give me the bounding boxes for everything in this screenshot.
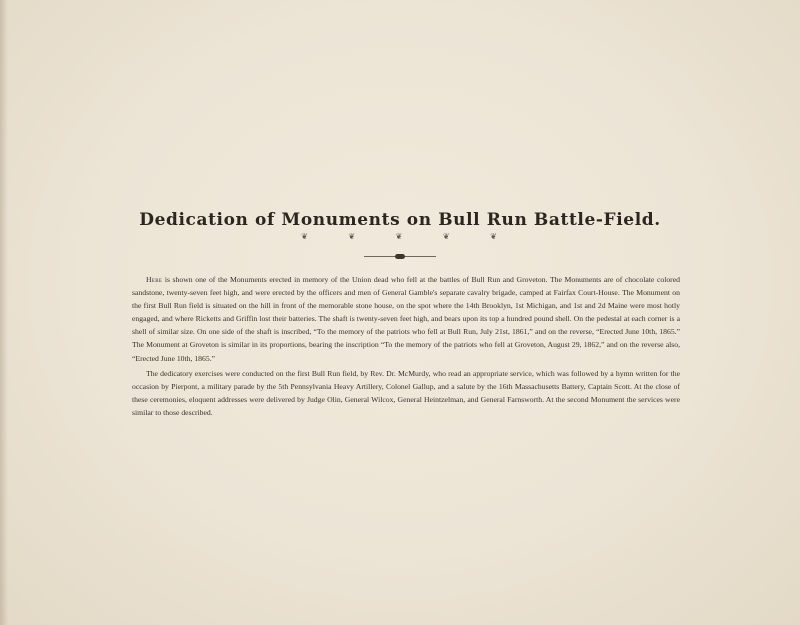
binding-shadow	[0, 0, 8, 625]
decorative-divider	[364, 254, 436, 260]
flourish-ornament: ❦	[301, 232, 310, 241]
paragraph-2	[132, 367, 680, 419]
flourish-ornament: ❦	[490, 232, 499, 241]
paragraph-1	[132, 273, 680, 365]
flourish-ornament: ❦	[395, 232, 405, 241]
divider-ornament	[395, 254, 405, 259]
paragraph-1-text: is shown one of the Monuments erected in memory of the Union dead who fell at the battles of Bull Run and Groveton. The Monuments are of chocolate colored sandstone, twenty-seven feet high, and were erected by the officers and men of General Gamble's separate cavalry brigade, camped at Fairfax Court-House. The Monument on the first Bull Run field is situated on the hill in front of the memorable stone house, on the spot where the 14th Brooklyn, 1st Michigan, and 1st and 2d Maine were most hotly engaged, and where Ricketts and Griffin lost their batteries. The shaft is twenty-seven feet high, and bears upon its top a hundred pound shell. On the pedestal at each corner is a shell of similar size. On one side of the shaft is inscribed, “To the memory of the patriots who fell at Bull Run, July 21st, 1861,” and on the reverse, “Erected June 10th, 1865.” The Monument at Groveton is similar in its proportions, bearing the inscription “To the memory of the patriots who fell at Groveton, August 29, 1862,” and on the reverse also, “Erected June 10th, 1865.”	[132, 275, 680, 363]
body-text	[132, 273, 680, 421]
flourish-ornament: ❦	[442, 232, 452, 241]
flourish-ornament: ❦	[348, 232, 358, 241]
page-title: Dedication of Monuments on Bull Run Battle-Field.	[139, 210, 661, 230]
title-flourish-ornaments	[0, 232, 800, 241]
paragraph-2-text: The dedicatory exercises were conducted on the first Bull Run field, by Rev. Dr. McMurdy, who read an appropriate service, which was followed by a hymn written for the occasion by Pierpont, a military parade by the 5th Pennsylvania Heavy Artillery, Colonel Gallup, and a salute by the 16th Massachusetts Battery, Captain Scott. At the close of these ceremonies, eloquent addresses were delivered by Judge Olin, General Wilcox, General Heintzelman, and General Farnsworth. At the second Monument the services were similar to those described.	[132, 368, 680, 417]
paragraph-lead-word: Here	[146, 275, 163, 284]
